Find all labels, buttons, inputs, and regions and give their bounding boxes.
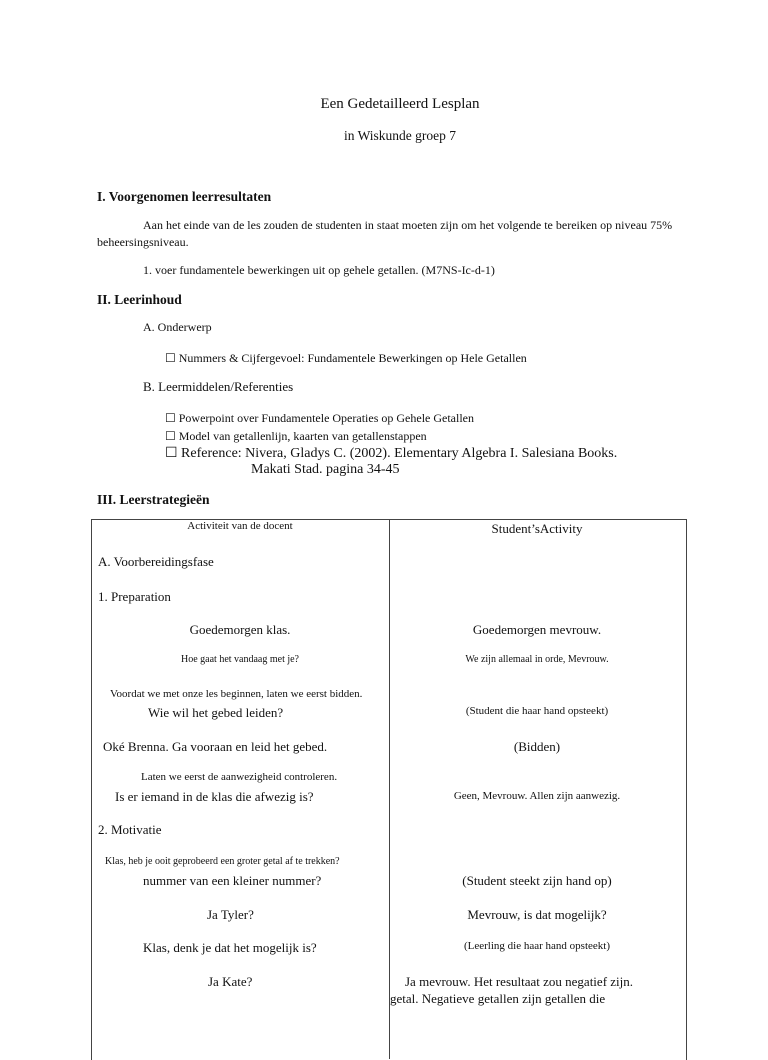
student-line: (Student steekt zijn hand op)	[462, 873, 612, 888]
reference-line: ☐ Reference: Nivera, Gladys C. (2002). Elementary Algebra I. Salesiana Books.	[165, 446, 618, 461]
student-line: Ja mevrouw. Het resultaat zou negatief zijn.	[405, 974, 634, 989]
materials-item: ☐ Powerpoint over Fundamentele Operaties op Gehele Getallen	[165, 411, 474, 425]
teacher-line: Voordat we met onze les beginnen, laten we eerst bidden.	[110, 688, 363, 700]
outcomes-intro: Aan het einde van de les zouden de studenten in staat moeten zijn om het volgende te bereiken op niveau 75% beheersingsniveau.	[97, 218, 673, 249]
teacher-line: Klas, denk je dat het mogelijk is?	[143, 940, 317, 955]
subject-item: ☐ Nummers & Cijfergevoel: Fundamentele Bewerkingen op Hele Getallen	[165, 351, 527, 365]
teacher-line: Ja Tyler?	[207, 907, 254, 922]
student-line: Mevrouw, is dat mogelijk?	[467, 907, 607, 922]
teacher-line: Klas, heb je ooit geprobeerd een groter getal af te trekken?	[105, 856, 340, 867]
phase-heading: A. Voorbereidingsfase	[98, 554, 214, 569]
section-heading-strategies: III. Leerstrategieën	[97, 492, 210, 507]
student-column-header: Student’sActivity	[491, 521, 583, 536]
document-subtitle: in Wiskunde groep 7	[343, 128, 457, 143]
section-heading-content: II. Leerinhoud	[97, 292, 182, 307]
table-column-divider	[389, 519, 390, 1059]
subject-label: A. Onderwerp	[143, 320, 212, 334]
materials-label: B. Leermiddelen/Referenties	[143, 379, 294, 394]
teacher-line: Wie wil het gebed leiden?	[148, 705, 284, 720]
student-line: (Student die haar hand opsteekt)	[465, 705, 609, 717]
student-line: (Bidden)	[513, 739, 561, 754]
teacher-line: Ja Kate?	[208, 974, 253, 989]
materials-item: ☐ Model van getallenlijn, kaarten van getallenstappen	[165, 429, 427, 443]
student-line: We zijn allemaal in orde, Mevrouw.	[465, 654, 609, 665]
preparation-heading: 1. Preparation	[98, 589, 171, 604]
document-title: Een Gedetailleerd Lesplan	[320, 96, 480, 112]
teacher-line: nummer van een kleiner nummer?	[143, 873, 322, 888]
teacher-line: Goedemorgen klas.	[189, 622, 291, 637]
student-line: Geen, Mevrouw. Allen zijn aanwezig.	[453, 790, 621, 802]
teacher-line: Hoe gaat het vandaag met je?	[181, 654, 299, 665]
student-line: Goedemorgen mevrouw.	[472, 622, 602, 637]
reference-continuation: Makati Stad. pagina 34-45	[251, 462, 400, 477]
teacher-column-header: Activiteit van de docent	[187, 520, 293, 532]
teacher-line: Is er iemand in de klas die afwezig is?	[115, 789, 314, 804]
objective-item: 1. voer fundamentele bewerkingen uit op gehele getallen. (M7NS-Ic-d-1)	[143, 263, 495, 277]
student-line: getal. Negatieve getallen zijn getallen die	[390, 991, 606, 1006]
teacher-line: Oké Brenna. Ga vooraan en leid het gebed.	[103, 739, 328, 754]
motivation-heading: 2. Motivatie	[98, 822, 162, 837]
student-line: (Leerling die haar hand opsteekt)	[464, 940, 610, 952]
section-heading-outcomes: I. Voorgenomen leerresultaten	[97, 189, 272, 204]
teacher-line: Laten we eerst de aanwezigheid controleren.	[141, 771, 338, 783]
reference-item	[165, 445, 617, 478]
